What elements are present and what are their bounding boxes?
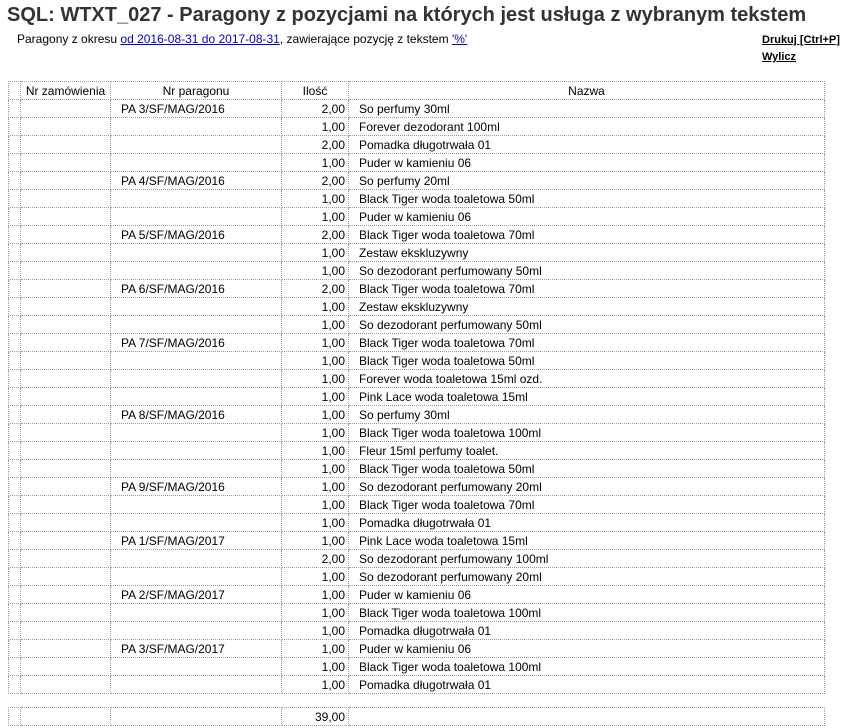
table-row[interactable]	[9, 676, 825, 694]
item-name-cell: Black Tiger woda toaletowa 50ml	[349, 460, 825, 478]
receipt-no-cell	[111, 118, 282, 136]
order-no-cell	[21, 550, 111, 568]
quantity-cell: 1,00	[282, 604, 349, 622]
order-no-cell	[21, 352, 111, 370]
item-name-cell: Pink Lace woda toaletowa 15ml	[349, 388, 825, 406]
item-name-cell: So dezodorant perfumowany 50ml	[349, 316, 825, 334]
order-no-cell	[21, 226, 111, 244]
row-marker-cell	[9, 658, 21, 676]
quantity-cell: 1,00	[282, 406, 349, 424]
order-no-cell	[21, 424, 111, 442]
table-row[interactable]	[9, 208, 825, 226]
header-row	[9, 82, 825, 100]
receipt-no-cell	[111, 604, 282, 622]
item-name-cell: So dezodorant perfumowany 100ml	[349, 550, 825, 568]
receipt-no-cell	[111, 352, 282, 370]
item-name-cell: Fleur 15ml perfumy toalet.	[349, 442, 825, 460]
receipt-no-cell	[111, 550, 282, 568]
order-no-cell	[21, 568, 111, 586]
item-name-cell: So dezodorant perfumowany 20ml	[349, 478, 825, 496]
quantity-cell: 1,00	[282, 658, 349, 676]
item-name-cell: Puder w kamieniu 06	[349, 586, 825, 604]
subtitle-middle: , zawierające pozycję z tekstem	[279, 32, 452, 46]
quantity-cell: 1,00	[282, 388, 349, 406]
order-no-cell	[21, 316, 111, 334]
receipt-no-cell	[111, 316, 282, 334]
receipt-no-cell	[111, 244, 282, 262]
order-no-cell	[21, 406, 111, 424]
calculate-link[interactable]: Wylicz	[762, 51, 797, 63]
item-name-cell: Black Tiger woda toaletowa 70ml	[349, 280, 825, 298]
quantity-cell: 1,00	[282, 640, 349, 658]
table-row[interactable]	[9, 154, 825, 172]
order-no-cell	[21, 478, 111, 496]
quantity-cell: 1,00	[282, 532, 349, 550]
quantity-cell: 1,00	[282, 442, 349, 460]
table-row[interactable]	[9, 262, 825, 280]
row-marker-cell	[9, 406, 21, 424]
totals-name-cell	[349, 708, 825, 726]
quantity-cell: 1,00	[282, 460, 349, 478]
item-name-cell: Pink Lace woda toaletowa 15ml	[349, 532, 825, 550]
table-row[interactable]	[9, 658, 825, 676]
quantity-cell: 1,00	[282, 334, 349, 352]
row-marker-cell	[9, 280, 21, 298]
row-marker-cell	[9, 388, 21, 406]
table-row[interactable]	[9, 640, 825, 658]
quantity-cell: 2,00	[282, 226, 349, 244]
receipt-no-cell: PA 2/SF/MAG/2017	[111, 586, 282, 604]
row-marker-cell	[9, 352, 21, 370]
table-row[interactable]	[9, 532, 825, 550]
order-no-cell	[21, 208, 111, 226]
order-no-cell	[21, 118, 111, 136]
receipt-no-cell	[111, 136, 282, 154]
quantity-cell: 1,00	[282, 586, 349, 604]
item-name-cell: Forever woda toaletowa 15ml ozd.	[349, 370, 825, 388]
totals-marker-cell	[9, 708, 21, 726]
table-row[interactable]	[9, 568, 825, 586]
row-marker-cell	[9, 190, 21, 208]
table-row[interactable]	[9, 424, 825, 442]
table-row[interactable]	[9, 118, 825, 136]
header-quantity[interactable]: Ilość	[282, 82, 349, 100]
receipt-no-cell	[111, 676, 282, 694]
row-marker-cell	[9, 334, 21, 352]
order-no-cell	[21, 388, 111, 406]
row-marker-cell	[9, 316, 21, 334]
item-name-cell: Pomadka długotrwała 01	[349, 622, 825, 640]
table-row[interactable]	[9, 406, 825, 424]
quantity-cell: 1,00	[282, 190, 349, 208]
receipt-no-cell	[111, 568, 282, 586]
row-marker-cell	[9, 622, 21, 640]
page-title: SQL: WTXT_027 - Paragony z pozycjami na których jest usługa z wybranym tekstem	[7, 4, 807, 26]
order-no-cell	[21, 604, 111, 622]
table-row[interactable]	[9, 334, 825, 352]
report-subtitle	[17, 32, 467, 46]
receipt-no-cell	[111, 298, 282, 316]
order-no-cell	[21, 676, 111, 694]
table-row[interactable]	[9, 280, 825, 298]
order-no-cell	[21, 370, 111, 388]
receipt-no-cell	[111, 442, 282, 460]
item-name-cell: Pomadka długotrwała 01	[349, 676, 825, 694]
table-row[interactable]	[9, 100, 825, 118]
receipts-table	[8, 81, 825, 694]
order-no-cell	[21, 190, 111, 208]
row-marker-cell	[9, 586, 21, 604]
row-marker-cell	[9, 370, 21, 388]
row-marker-cell	[9, 244, 21, 262]
quantity-cell: 1,00	[282, 496, 349, 514]
table-header	[9, 82, 825, 100]
order-no-cell	[21, 172, 111, 190]
table-row[interactable]	[9, 244, 825, 262]
table-row[interactable]	[9, 226, 825, 244]
header-name[interactable]: Nazwa	[349, 82, 825, 100]
quantity-cell: 1,00	[282, 208, 349, 226]
receipt-no-cell: PA 9/SF/MAG/2016	[111, 478, 282, 496]
quantity-cell: 1,00	[282, 154, 349, 172]
receipt-no-cell	[111, 190, 282, 208]
header-receipt-no[interactable]: Nr paragonu	[111, 82, 282, 100]
print-link[interactable]: Drukuj [Ctrl+P]	[762, 34, 840, 46]
total-quantity: 39,00	[282, 708, 349, 726]
receipt-no-cell	[111, 154, 282, 172]
quantity-cell: 1,00	[282, 262, 349, 280]
quantity-cell: 1,00	[282, 370, 349, 388]
period-link[interactable]: od 2016-08-31 do 2017-08-31	[120, 32, 280, 46]
order-no-cell	[21, 280, 111, 298]
pattern-link[interactable]: '%'	[451, 32, 468, 46]
header-order-no[interactable]: Nr zamówienia	[21, 82, 111, 100]
receipt-no-cell	[111, 514, 282, 532]
order-no-cell	[21, 496, 111, 514]
row-marker-cell	[9, 118, 21, 136]
row-marker-cell	[9, 154, 21, 172]
table-row[interactable]	[9, 352, 825, 370]
header-marker	[9, 82, 21, 100]
table-row[interactable]	[9, 460, 825, 478]
receipt-no-cell	[111, 460, 282, 478]
order-no-cell	[21, 298, 111, 316]
item-name-cell: Black Tiger woda toaletowa 70ml	[349, 334, 825, 352]
receipt-no-cell: PA 4/SF/MAG/2016	[111, 172, 282, 190]
receipt-no-cell	[111, 496, 282, 514]
quantity-cell: 1,00	[282, 352, 349, 370]
order-no-cell	[21, 244, 111, 262]
row-marker-cell	[9, 478, 21, 496]
receipt-no-cell	[111, 370, 282, 388]
row-marker-cell	[9, 100, 21, 118]
quantity-cell: 1,00	[282, 424, 349, 442]
order-no-cell	[21, 100, 111, 118]
row-marker-cell	[9, 208, 21, 226]
table-row[interactable]	[9, 172, 825, 190]
table-row[interactable]	[9, 370, 825, 388]
order-no-cell	[21, 622, 111, 640]
table-row[interactable]	[9, 190, 825, 208]
subtitle-prefix: Paragony z okresu	[17, 32, 121, 46]
item-name-cell: So perfumy 20ml	[349, 172, 825, 190]
row-marker-cell	[9, 568, 21, 586]
totals-order-cell	[21, 708, 111, 726]
order-no-cell	[21, 154, 111, 172]
quantity-cell: 1,00	[282, 244, 349, 262]
row-marker-cell	[9, 262, 21, 280]
item-name-cell: Zestaw ekskluzywny	[349, 244, 825, 262]
row-marker-cell	[9, 676, 21, 694]
quantity-cell: 1,00	[282, 676, 349, 694]
receipt-no-cell	[111, 658, 282, 676]
item-name-cell: Black Tiger woda toaletowa 70ml	[349, 496, 825, 514]
table-row[interactable]	[9, 622, 825, 640]
totals-row	[9, 708, 825, 726]
item-name-cell: So perfumy 30ml	[349, 406, 825, 424]
quantity-cell: 2,00	[282, 100, 349, 118]
table-row[interactable]	[9, 586, 825, 604]
report-actions	[762, 32, 840, 66]
quantity-cell: 1,00	[282, 316, 349, 334]
table-row[interactable]	[9, 388, 825, 406]
order-no-cell	[21, 658, 111, 676]
table-row[interactable]	[9, 316, 825, 334]
order-no-cell	[21, 640, 111, 658]
row-marker-cell	[9, 442, 21, 460]
quantity-cell: 2,00	[282, 280, 349, 298]
order-no-cell	[21, 586, 111, 604]
table-row[interactable]	[9, 442, 825, 460]
quantity-cell: 1,00	[282, 622, 349, 640]
item-name-cell: Forever dezodorant 100ml	[349, 118, 825, 136]
item-name-cell: So dezodorant perfumowany 50ml	[349, 262, 825, 280]
quantity-cell: 1,00	[282, 514, 349, 532]
item-name-cell: Black Tiger woda toaletowa 50ml	[349, 352, 825, 370]
quantity-cell: 2,00	[282, 136, 349, 154]
order-no-cell	[21, 334, 111, 352]
table-row[interactable]	[9, 496, 825, 514]
row-marker-cell	[9, 640, 21, 658]
row-marker-cell	[9, 550, 21, 568]
row-marker-cell	[9, 496, 21, 514]
receipt-no-cell: PA 6/SF/MAG/2016	[111, 280, 282, 298]
item-name-cell: Pomadka długotrwała 01	[349, 136, 825, 154]
totals-receipt-cell	[111, 708, 282, 726]
receipt-no-cell	[111, 388, 282, 406]
receipt-no-cell: PA 7/SF/MAG/2016	[111, 334, 282, 352]
row-marker-cell	[9, 514, 21, 532]
item-name-cell: Black Tiger woda toaletowa 100ml	[349, 658, 825, 676]
table-row[interactable]	[9, 136, 825, 154]
item-name-cell: Puder w kamieniu 06	[349, 208, 825, 226]
table-row[interactable]	[9, 478, 825, 496]
row-marker-cell	[9, 172, 21, 190]
quantity-cell: 1,00	[282, 568, 349, 586]
row-marker-cell	[9, 424, 21, 442]
order-no-cell	[21, 460, 111, 478]
order-no-cell	[21, 442, 111, 460]
table-row[interactable]	[9, 604, 825, 622]
item-name-cell: Black Tiger woda toaletowa 70ml	[349, 226, 825, 244]
order-no-cell	[21, 514, 111, 532]
row-marker-cell	[9, 604, 21, 622]
receipt-no-cell	[111, 622, 282, 640]
receipt-no-cell	[111, 424, 282, 442]
order-no-cell	[21, 262, 111, 280]
quantity-cell: 1,00	[282, 298, 349, 316]
quantity-cell: 1,00	[282, 478, 349, 496]
item-name-cell: Puder w kamieniu 06	[349, 154, 825, 172]
receipt-no-cell	[111, 262, 282, 280]
item-name-cell: Black Tiger woda toaletowa 100ml	[349, 604, 825, 622]
row-marker-cell	[9, 298, 21, 316]
item-name-cell: Pomadka długotrwała 01	[349, 514, 825, 532]
receipt-no-cell: PA 3/SF/MAG/2017	[111, 640, 282, 658]
receipt-no-cell: PA 3/SF/MAG/2016	[111, 100, 282, 118]
receipt-no-cell: PA 5/SF/MAG/2016	[111, 226, 282, 244]
table-row[interactable]	[9, 298, 825, 316]
quantity-cell: 2,00	[282, 172, 349, 190]
receipt-no-cell: PA 1/SF/MAG/2017	[111, 532, 282, 550]
table-body	[9, 100, 825, 694]
row-marker-cell	[9, 460, 21, 478]
row-marker-cell	[9, 226, 21, 244]
quantity-cell: 2,00	[282, 550, 349, 568]
item-name-cell: So dezodorant perfumowany 20ml	[349, 568, 825, 586]
receipt-no-cell: PA 8/SF/MAG/2016	[111, 406, 282, 424]
totals-table	[8, 707, 825, 726]
item-name-cell: Black Tiger woda toaletowa 50ml	[349, 190, 825, 208]
item-name-cell: Puder w kamieniu 06	[349, 640, 825, 658]
table-row[interactable]	[9, 550, 825, 568]
order-no-cell	[21, 532, 111, 550]
quantity-cell: 1,00	[282, 118, 349, 136]
receipt-no-cell	[111, 208, 282, 226]
row-marker-cell	[9, 532, 21, 550]
item-name-cell: So perfumy 30ml	[349, 100, 825, 118]
row-marker-cell	[9, 136, 21, 154]
item-name-cell: Zestaw ekskluzywny	[349, 298, 825, 316]
table-row[interactable]	[9, 514, 825, 532]
order-no-cell	[21, 136, 111, 154]
item-name-cell: Black Tiger woda toaletowa 100ml	[349, 424, 825, 442]
